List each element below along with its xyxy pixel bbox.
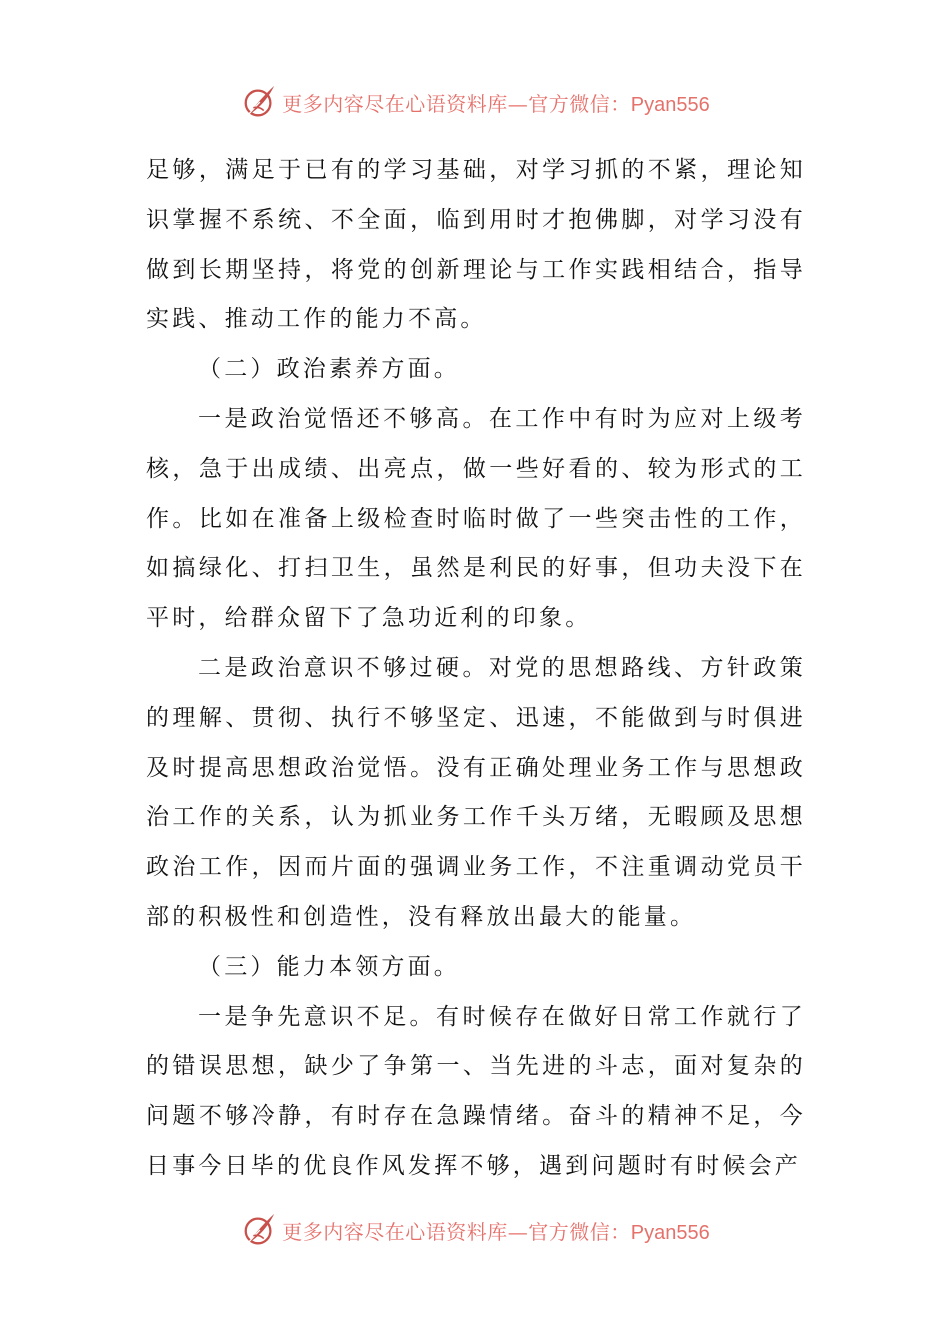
banner-text: 更多内容尽在心语资料库—官方微信：Pyan556	[282, 1219, 710, 1244]
quill-pen-logo-icon	[240, 83, 278, 121]
section-heading-capability: （三）能力本领方面。	[198, 953, 460, 980]
paragraph-political-awareness: 一是政治觉悟还不够高。在工作中有时为应对上级考核，急于出成绩、出亮点，做一些好看的、较为形式的工作。比如在准备上级检查时临时做了一些突击性的工作，如搞绿化、打扫卫生，虽然是利民的好事，但功夫没下在平时，给群众留下了急功近利的印象。	[146, 405, 806, 632]
footer-watermark-banner	[0, 1210, 950, 1250]
header-watermark-banner	[0, 82, 950, 122]
banner-wechat-id: Pyan556	[630, 93, 710, 116]
paragraph-political-consciousness: 二是政治意识不够过硬。对党的思想路线、方针政策的理解、贯彻、执行不够坚定、迅速，不能做到与时俱进及时提高思想政治觉悟。没有正确处理业务工作与思想政治工作的关系，认为抓业务工作千头万绪，无暇顾及思想政治工作，因而片面的强调业务工作，不注重调动党员干部的积极性和创造性，没有释放出最大的能量。	[146, 654, 806, 930]
section-heading-political-quality: （二）政治素养方面。	[198, 356, 460, 383]
paragraph-continued-study: 足够，满足于已有的学习基础，对学习抓的不紧，理论知识掌握不系统、不全面，临到用时才抱佛脚，对学习没有做到长期坚持，将党的创新理论与工作实践相结合，指导实践、推动工作的能力不高。	[146, 157, 806, 333]
paragraph-competitive-awareness: 一是争先意识不足。有时候存在做好日常工作就行了的错误思想，缺少了争第一、当先进的斗志，面对复杂的问题不够冷静，有时存在急躁情绪。奋斗的精神不足，今日事今日毕的优良作风发挥不够，遇到问题时有时候会产	[146, 1003, 806, 1179]
banner-text: 更多内容尽在心语资料库—官方微信：Pyan556	[282, 91, 710, 116]
document-body	[146, 146, 806, 1192]
quill-pen-logo-icon	[240, 1211, 278, 1249]
banner-wechat-id: Pyan556	[630, 1221, 710, 1244]
